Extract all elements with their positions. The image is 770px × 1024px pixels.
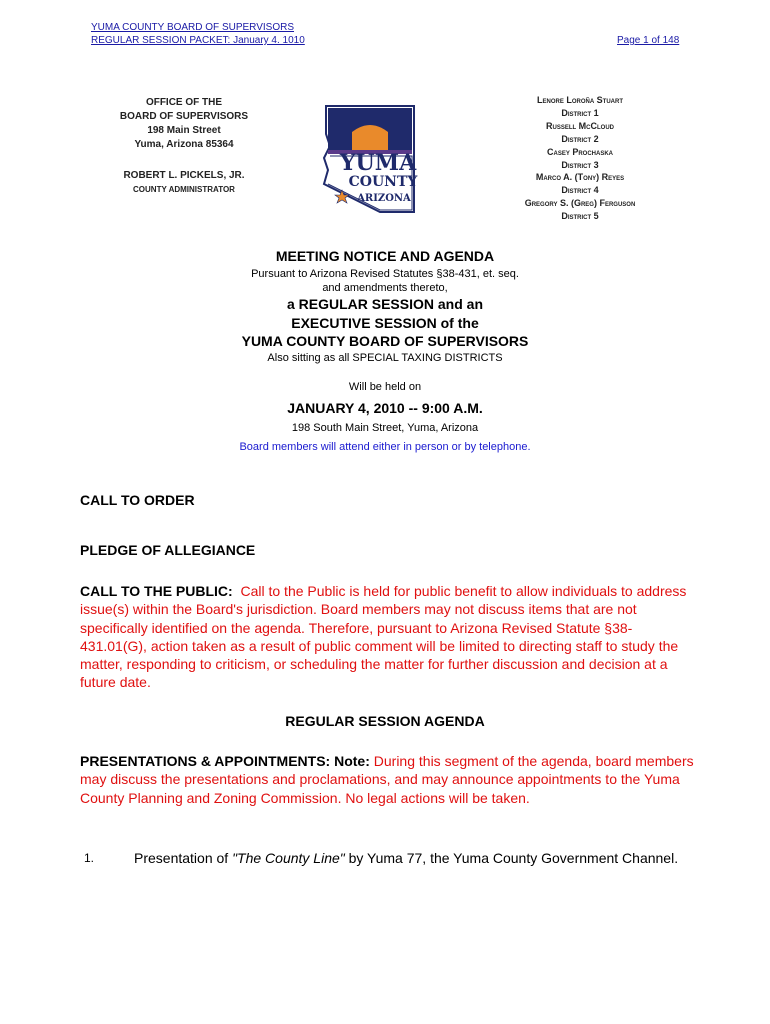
header-title[interactable]: YUMA COUNTY BOARD OF SUPERVISORS [91,22,295,33]
presentations-heading: PRESENTATIONS & APPOINTMENTS: [80,753,331,769]
member-name: Gregory S. (Greg) Ferguson [524,198,636,209]
board-members [505,94,655,223]
yuma-county-logo [318,100,422,218]
page-number[interactable]: Page 1 of 148 [617,35,680,46]
regular-session-heading: REGULAR SESSION AGENDA [285,713,485,729]
agenda-item-prefix: Presentation of [134,850,233,866]
notice-held: Will be held on [348,381,422,393]
member-name: Russell McCloud [546,120,614,131]
member-district: District 5 [561,211,599,222]
call-to-public-heading: CALL TO THE PUBLIC: [80,583,233,599]
pledge-of-allegiance: PLEDGE OF ALLEGIANCE [80,542,256,558]
call-to-order: CALL TO ORDER [80,492,195,508]
member-district: District 3 [561,159,599,170]
admin-name: ROBERT L. PICKELS, JR. [123,170,245,181]
agenda-item-title: "The County Line" [232,850,345,866]
agenda-item-number: 1. [84,851,95,865]
office-line4: Yuma, Arizona 85364 [134,139,234,150]
meeting-address: 198 South Main Street, Yuma, Arizona [291,422,479,434]
agenda-item [134,849,694,867]
telephone-note: Board members will attend either in person or by telephone. [239,441,531,453]
office-address [114,96,254,152]
presentations-text: During this segment of the agenda, board members may discuss the presentations and proclamations, and may announce appointments to the Yuma County Planning and Zoning Commission. No legal actions will be taken. [80,753,694,806]
notice-statute-2: and amendments thereto, [322,282,448,294]
logo-county: COUNTY [348,174,418,190]
notice-session-3: YUMA COUNTY BOARD OF SUPERVISORS [241,333,529,349]
header-packet[interactable]: REGULAR SESSION PACKET: January 4. 1010 [91,35,305,46]
member-district: District 4 [561,185,599,196]
member-name: Casey Prochaska [546,146,613,157]
notice-session-2: EXECUTIVE SESSION of the [291,315,479,331]
call-to-public-text: Call to the Public is held for public benefit to allow individuals to address issue(s) within the Board's jurisdiction. Board members may not discuss items that are not specifically identified on the agenda. Therefore, pursuant to Arizona Revised Statute §38-431.01(G), action taken as a result of public comment will be limited to directing staff to study the matter, responding to criticism, or scheduling the matter for further discussion and decision at a future date. [80,583,687,691]
meeting-date: JANUARY 4, 2010 -- 9:00 A.M. [287,400,483,416]
member-district: District 1 [561,107,599,118]
notice-statute-1: Pursuant to Arizona Revised Statutes §38-431, et. seq. [251,268,519,280]
member-district: District 2 [561,133,599,144]
member-name: Marco A. (Tony) Reyes [535,172,625,183]
logo-yuma: YUMA [339,150,417,176]
presentations-note-label: Note: [334,753,370,769]
office-line3: 198 Main Street [147,125,221,136]
notice-title: MEETING NOTICE AND AGENDA [275,248,495,264]
logo-arizona: ARIZONA [357,193,411,204]
member-name: Lenore Loroña Stuart [537,95,623,105]
notice-session-1: a REGULAR SESSION and an [286,296,484,312]
call-to-public [80,582,695,692]
notice-also: Also sitting as all SPECIAL TAXING DISTRICTS [267,352,503,364]
admin-title: COUNTY ADMINISTRATOR [133,185,235,194]
presentations-section [80,752,695,807]
agenda-item-suffix: by Yuma 77, the Yuma County Government Channel. [344,850,679,866]
office-line2: BOARD OF SUPERVISORS [119,111,249,122]
office-line1: OFFICE OF THE [145,97,223,108]
